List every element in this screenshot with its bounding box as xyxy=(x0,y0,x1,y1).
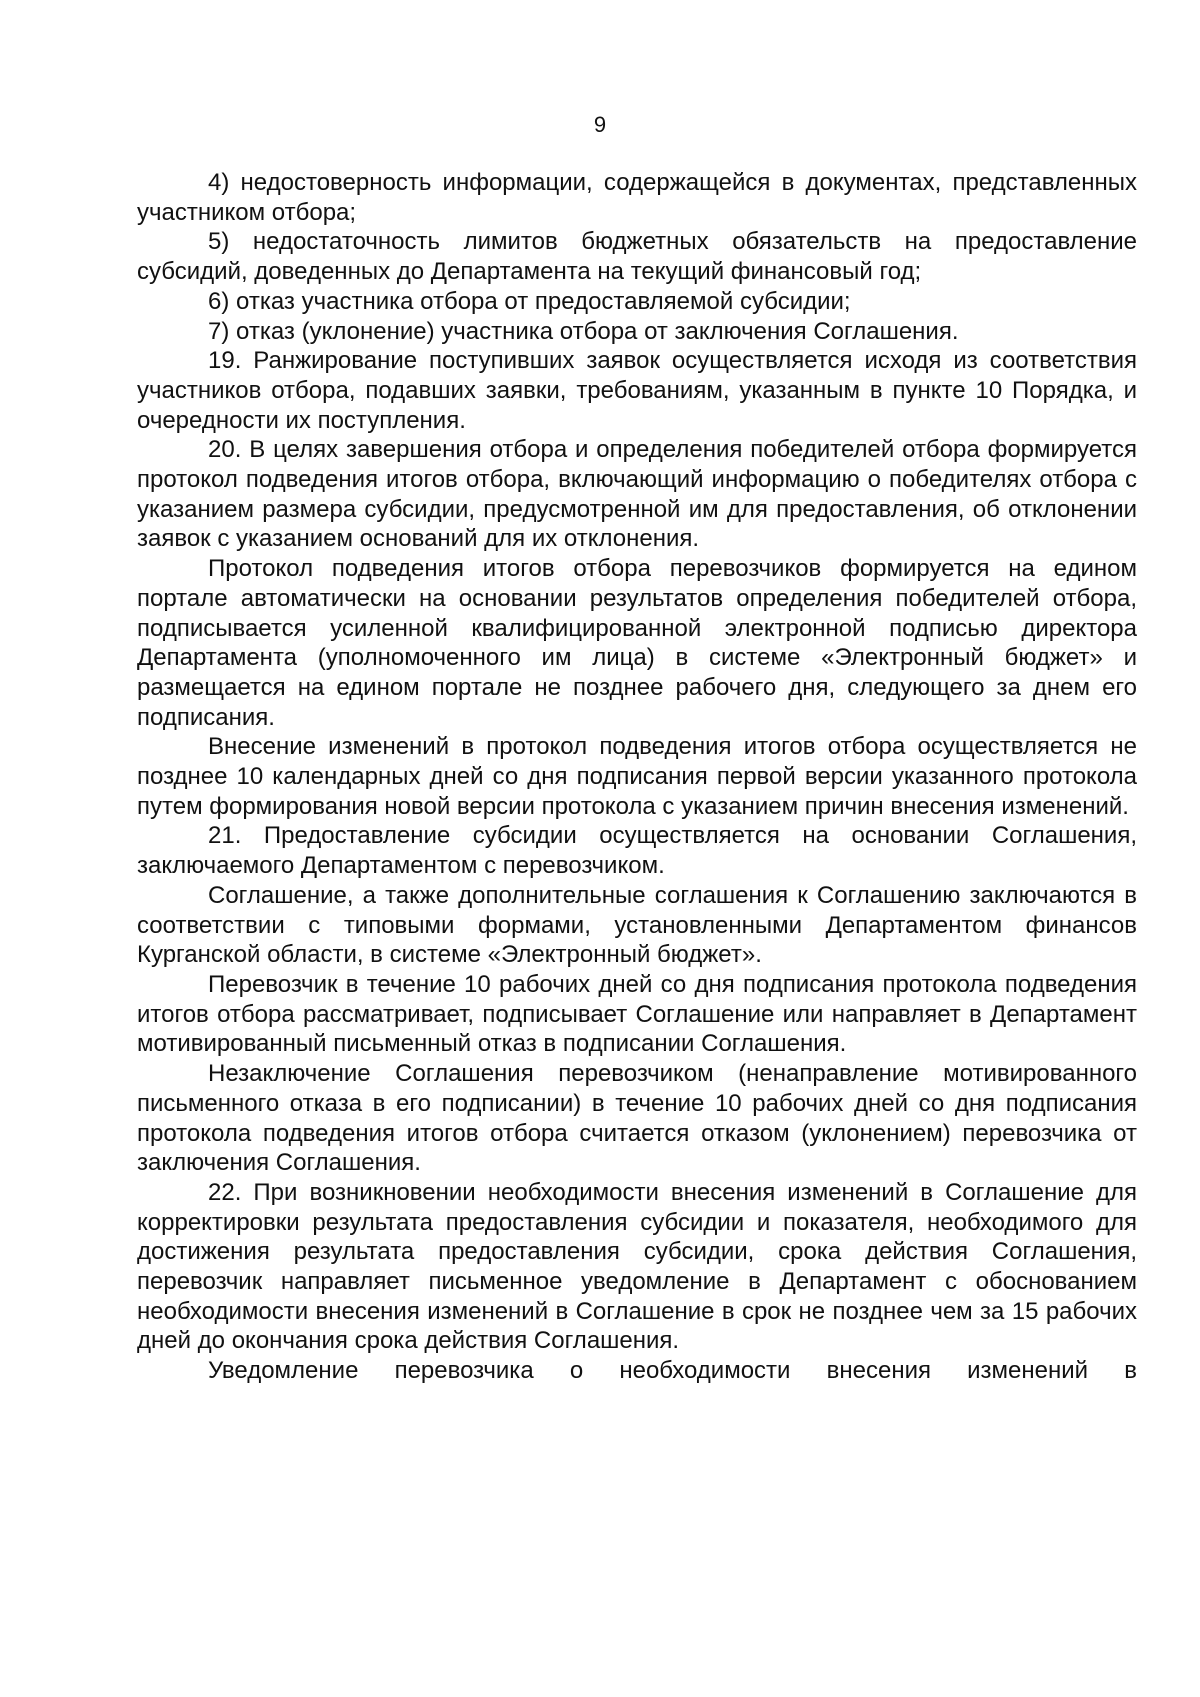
paragraph-notification-continued: Уведомление перевозчика о необходимости внесения изменений в xyxy=(208,1357,1137,1385)
paragraph-item-6-refusal-of-subsidy: 6) отказ участника отбора от предоставляемой субсидии; xyxy=(208,287,851,315)
paragraph-agreement-forms: Соглашение, а также дополнительные соглашения к Соглашению заключаются в соответствии с типовыми формами, установленными Департаментом финансов Курганской области, в системе «Электронный бюджет». xyxy=(137,881,1137,969)
paragraph-item-5-insufficient-limits: 5) недостаточность лимитов бюджетных обязательств на предоставление субсидий, доведенных до Департамента на текущий финансовый год; xyxy=(137,228,1137,286)
page-number: 9 xyxy=(593,112,607,137)
paragraph-clause-20-protocol: 20. В целях завершения отбора и определения победителей отбора формируется протокол подведения итогов отбора, включающий информацию о победителях отбора с указанием размера субсидии, предусмотренной им для предоставления, об отклонении заявок с указанием оснований для их отклонения. xyxy=(137,436,1137,553)
paragraph-clause-22-amendments: 22. При возникновении необходимости внесения изменений в Соглашение для корректировки результата предоставления субсидии и показателя, необходимого для достижения результата предоставления субсидии, срока действия Соглашения, перевозчик направляет письменное уведомление в Департамент с обоснованием необходимости внесения изменений в Соглашение в срок не позднее чем за 15 рабочих дней до окончания срока действия Соглашения. xyxy=(137,1178,1137,1355)
paragraph-item-7-refusal-of-agreement: 7) отказ (уклонение) участника отбора от заключения Соглашения. xyxy=(208,317,959,345)
document-body xyxy=(137,168,1137,1386)
paragraph-protocol-formation: Протокол подведения итогов отбора перевозчиков формируется на едином портале автоматически на основании результатов определения победителей отбора, подписывается усиленной квалифицированной электронной подписью директора Департамента (уполномоченного им лица) в системе «Электронный бюджет» и размещается на едином портале не позднее рабочего дня, следующего за днем его подписания. xyxy=(137,555,1137,731)
paragraph-non-conclusion: Незаключение Соглашения перевозчиком (ненаправление мотивированного письменного отказа в его подписании) в течение 10 рабочих дней со дня подписания протокола подведения итогов отбора считается отказом (уклонением) перевозчика от заключения Соглашения. xyxy=(137,1060,1137,1177)
paragraph-clause-21-agreement: 21. Предоставление субсидии осуществляется на основании Соглашения, заключаемого Департаментом с перевозчиком. xyxy=(137,822,1137,880)
paragraph-clause-19-ranking: 19. Ранжирование поступивших заявок осуществляется исходя из соответствия участников отбора, подавших заявки, требованиям, указанным в пункте 10 Порядка, и очередности их поступления. xyxy=(137,347,1137,434)
paragraph-carrier-signing: Перевозчик в течение 10 рабочих дней со дня подписания протокола подведения итогов отбора рассматривает, подписывает Соглашение или направляет в Департамент мотивированный письменный отказ в подписании Соглашения. xyxy=(137,970,1137,1058)
paragraph-item-4-untrustworthy-info: 4) недостоверность информации, содержащейся в документах, представленных участником отбора; xyxy=(137,169,1137,226)
paragraph-protocol-changes: Внесение изменений в протокол подведения итогов отбора осуществляется не позднее 10 календарных дней со дня подписания первой версии указанного протокола путем формирования новой версии протокола с указанием причин внесения изменений. xyxy=(137,733,1137,820)
